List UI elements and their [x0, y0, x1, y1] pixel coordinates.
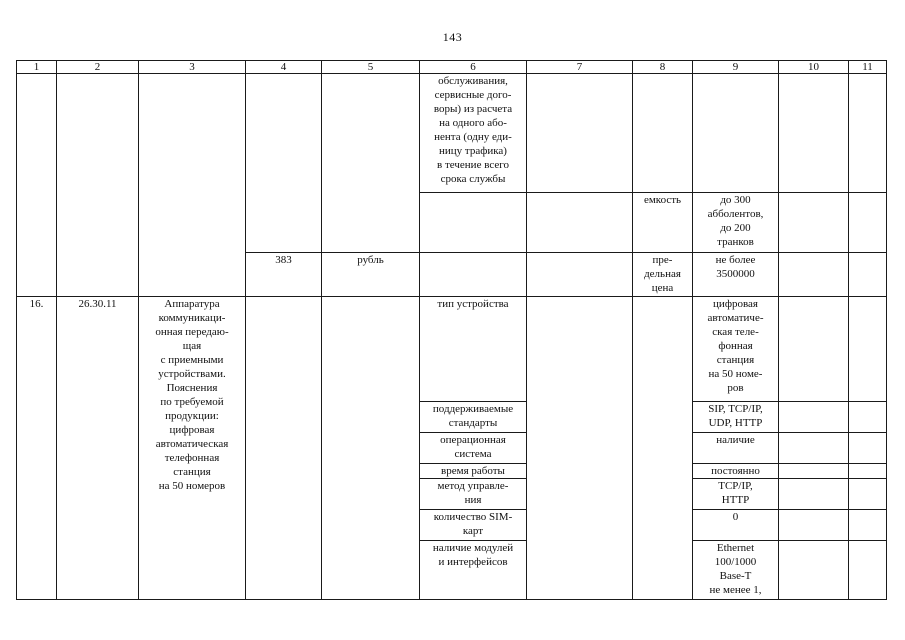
characteristic-name: операционная система: [440, 434, 506, 460]
characteristic-name: метод управле- ния: [437, 480, 509, 506]
characteristic-name: время работы: [441, 465, 505, 477]
item-description: Аппаратура коммуникаци- онная передаю- щая с приемными устройствами. Пояснения по требуемой продукции: цифровая автоматическая телефонная станция на 50 номеров: [155, 298, 229, 492]
characteristic-value: TCP/IP, HTTP: [718, 480, 753, 506]
okpd-code: 26.30.11: [78, 298, 117, 310]
column-number: 10: [779, 61, 849, 74]
page-number: 143: [442, 30, 463, 44]
column-number: 5: [322, 61, 420, 74]
item-number: 16.: [29, 298, 44, 310]
continuation-text: обслуживания, сервисные дого- воры) из расчета на одного або- нента (одну еди- ницу трафика) в течение всего срока службы: [433, 75, 513, 185]
column-number: 2: [57, 61, 139, 74]
column-number: 6: [420, 61, 527, 74]
unit-code: 383: [275, 254, 292, 266]
characteristic-value: не более 3500000: [715, 254, 756, 280]
characteristic-value: постоянно: [711, 465, 760, 477]
characteristic-name: наличие модулей и интерфейсов: [432, 542, 514, 568]
table-row: [17, 74, 887, 193]
characteristic-name: тип устройства: [437, 298, 509, 310]
unit-name: рубль: [357, 254, 384, 266]
characteristic-value: 0: [732, 511, 739, 523]
column-number: 8: [633, 61, 693, 74]
characteristic-name: количество SIM- карт: [433, 511, 513, 537]
characteristic-value: SIP, TCP/IP, UDP, HTTP: [708, 403, 763, 429]
column-number-row: [17, 61, 887, 74]
characteristic-value: до 300 абболентов, до 200 транков: [707, 194, 764, 248]
specification-table: [16, 60, 887, 600]
column-number: 7: [527, 61, 633, 74]
characteristic-value: наличие: [716, 434, 755, 446]
characteristic-name: пре- дельная цена: [644, 254, 681, 294]
column-number: 4: [246, 61, 322, 74]
column-number: 1: [17, 61, 57, 74]
characteristic-name: емкость: [643, 194, 682, 206]
characteristic-value: цифровая автоматиче- ская теле- фонная станция на 50 номе- ров: [707, 298, 764, 394]
column-number: 9: [693, 61, 779, 74]
column-number: 3: [139, 61, 246, 74]
column-number: 11: [849, 61, 887, 74]
table-row: [17, 297, 887, 402]
characteristic-value: Ethernet 100/1000 Base-T не менее 1,: [709, 542, 762, 596]
characteristic-name: поддерживаемые стандарты: [432, 403, 514, 429]
